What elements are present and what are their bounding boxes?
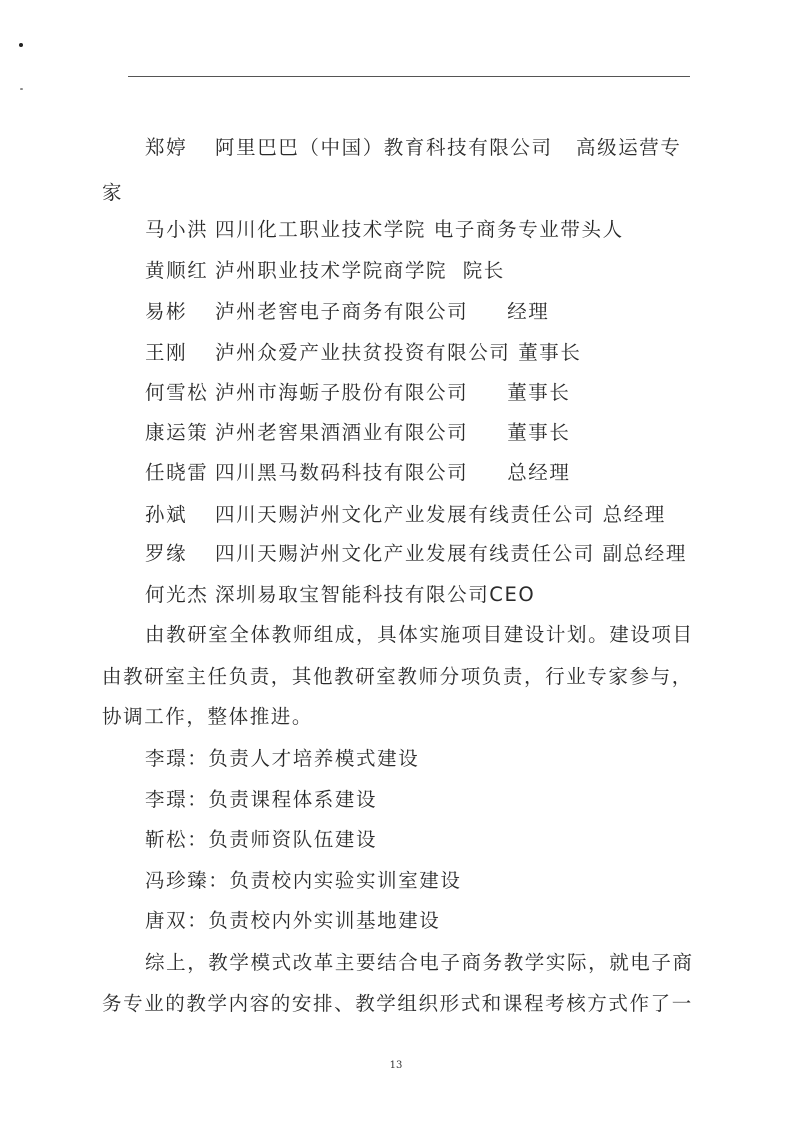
expert-name: 王刚 <box>145 341 188 364</box>
expert-org-title: 泸州市海蛎子股份有限公司 董事长 <box>215 381 571 404</box>
expert-name: 任晓雷 <box>145 461 209 484</box>
expert-org-title: 泸州职业技术学院商学院 院长 <box>215 259 505 282</box>
expert-row <box>145 421 571 445</box>
assignment-item: 唐双：负责校内外实训基地建设 <box>145 909 441 932</box>
page-number: 13 <box>389 1060 403 1071</box>
expert-row-continuation <box>102 181 123 205</box>
expert-row <box>145 583 535 607</box>
expert-row <box>145 300 549 324</box>
expert-row <box>145 542 687 566</box>
expert-row <box>145 218 624 242</box>
expert-name: 何雪松 <box>145 381 209 404</box>
expert-name: 何光杰 <box>145 583 209 606</box>
expert-org-title: 泸州众爱产业扶贫投资有限公司 董事长 <box>215 341 582 364</box>
expert-name: 易彬 <box>145 300 188 323</box>
paragraph-line: 由教研室主任负责，其他教研室教师分项负责，行业专家参与， <box>102 665 693 688</box>
expert-name: 康运策 <box>145 421 209 444</box>
scan-speck <box>19 43 23 47</box>
expert-org-title-continuation: 家 <box>102 181 124 204</box>
expert-row <box>145 503 666 527</box>
expert-org-title: 四川天赐泸州文化产业发展有线责任公司 副总经理 <box>215 542 687 565</box>
paragraph-line: 务专业的教学内容的安排、教学组织形式和课程考核方式作了一 <box>102 992 693 1015</box>
header-rule <box>128 76 690 77</box>
assignment-item: 李璟：负责人才培养模式建设 <box>145 747 420 770</box>
expert-name: 罗缘 <box>145 542 188 565</box>
assignment-item: 李璟：负责课程体系建设 <box>145 788 378 811</box>
expert-org-title: 泸州老窖电子商务有限公司 经理 <box>215 300 550 323</box>
scan-speck <box>20 88 23 90</box>
expert-row <box>145 381 571 405</box>
expert-org-title: 阿里巴巴（中国）教育科技有限公司 高级运营专 <box>215 136 682 159</box>
paragraph-line: 综上，教学模式改革主要结合电子商务教学实际，就电子商 <box>145 951 694 974</box>
expert-org-title: 四川黑马数码科技有限公司 总经理 <box>215 461 571 484</box>
expert-name: 黄顺红 <box>145 259 209 282</box>
expert-name: 孙斌 <box>145 503 188 526</box>
expert-name: 郑婷 <box>145 136 188 159</box>
assignment-item: 冯珍臻：负责校内实验实训室建设 <box>145 869 462 892</box>
expert-org-title: 泸州老窖果酒酒业有限公司 董事长 <box>215 421 571 444</box>
expert-name: 马小洪 <box>145 218 209 241</box>
assignment-item: 靳松：负责师资队伍建设 <box>145 828 378 851</box>
expert-row <box>145 461 571 485</box>
expert-org-title: 深圳易取宝智能科技有限公司CEO <box>215 583 536 606</box>
expert-row <box>145 259 505 283</box>
expert-row <box>145 136 682 160</box>
expert-row <box>145 341 582 365</box>
paragraph-line: 协调工作，整体推进。 <box>102 705 314 728</box>
paragraph-line: 由教研室全体教师组成，具体实施项目建设计划。建设项目 <box>145 623 694 646</box>
expert-org-title: 四川天赐泸州文化产业发展有线责任公司 总经理 <box>215 503 666 526</box>
expert-org-title: 四川化工职业技术学院 电子商务专业带头人 <box>215 218 624 241</box>
